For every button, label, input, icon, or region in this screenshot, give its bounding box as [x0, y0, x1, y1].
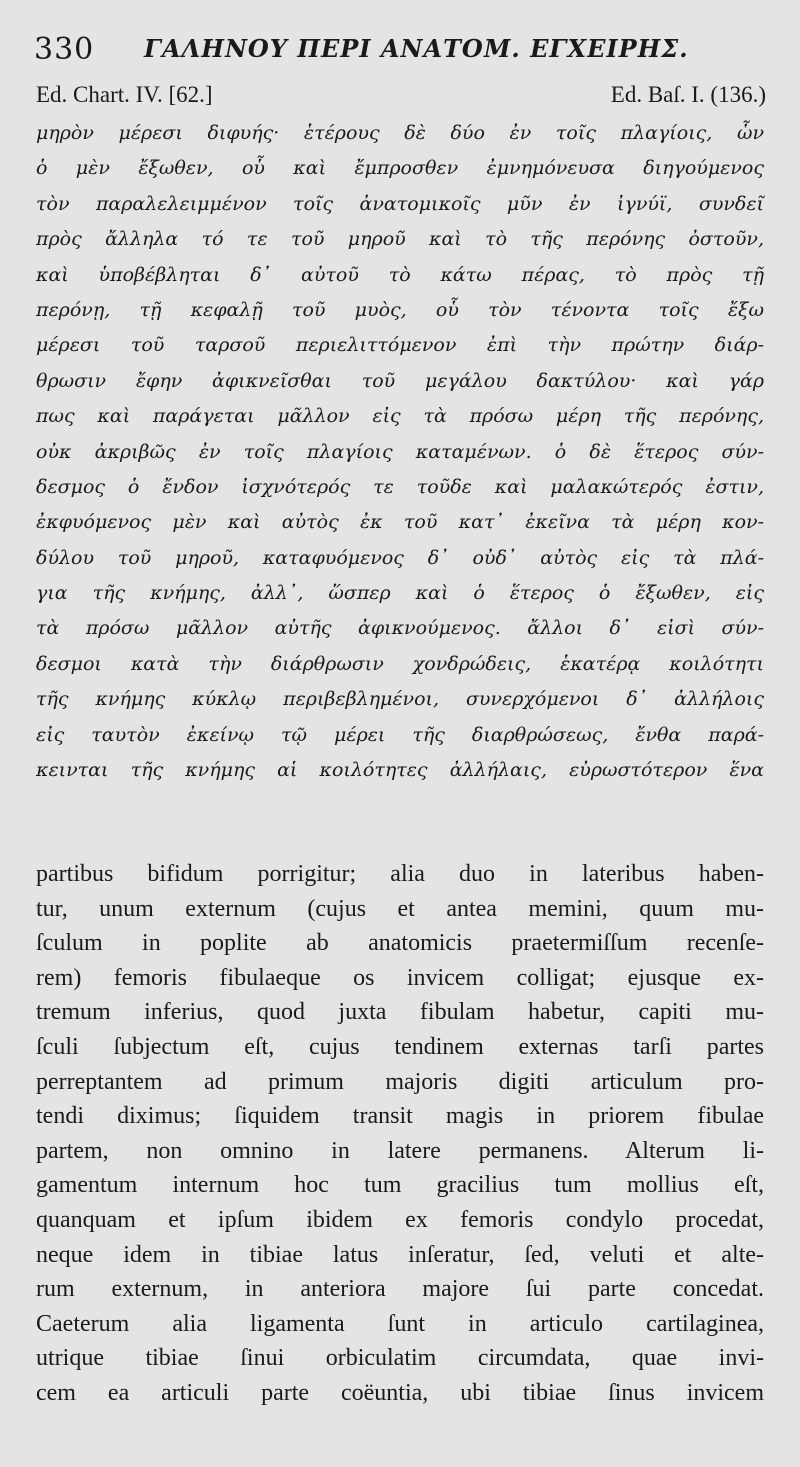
- greek-text-line: πως καὶ παράγεται μᾶλλον εἰς τὰ πρόσω μέρη τῆς περόνης,: [36, 405, 764, 428]
- greek-text-line: περόνῃ, τῇ κεφαλῇ τοῦ μυὸς, οὗ τὸν τένοντα τοῖς ἔξω: [36, 298, 764, 321]
- latin-text-line: tremum inferius, quod juxta fibulam habetur, capiti mu-: [36, 999, 764, 1026]
- greek-text-line: για τῆς κνήμης, ἀλλ᾽, ὥσπερ καὶ ὁ ἕτερος ὁ ἔξωθεν, εἰς: [36, 582, 764, 605]
- latin-text-line: perreptantem ad primum majoris digiti articulum pro-: [36, 1068, 764, 1095]
- greek-text-line: θρωσιν ἔφην ἀφικνεῖσθαι τοῦ μεγάλου δακτύλου· καὶ γάρ: [36, 369, 764, 392]
- latin-translation-block: [36, 857, 764, 1411]
- greek-text-line: ἐκφυόμενος μὲν καὶ αὐτὸς ἐκ τοῦ κατ᾽ ἐκεῖνα τὰ μέρη κον-: [36, 511, 764, 534]
- greek-text-line: τῆς κνήμης κύκλῳ περιβεβλημένοι, συνερχόμενοι δ᾽ ἀλλήλοις: [36, 688, 764, 711]
- running-head: [34, 30, 774, 70]
- greek-text-line: εἰς ταυτὸν ἐκείνῳ τῷ μέρει τῆς διαρθρώσεως, ἔνθα παρά-: [36, 723, 764, 746]
- greek-text-line: ὁ μὲν ἔξωθεν, οὗ καὶ ἔμπροσθεν ἐμνημόνευσα διηγούμενος: [36, 157, 764, 180]
- greek-text-line: τὸν παραλελειμμένον τοῖς ἀνατομικοῖς μῦν ἐν ἰγνύϊ, συνδεῖ: [36, 192, 764, 215]
- greek-text-block: [36, 116, 764, 788]
- greek-text-line: δύλου τοῦ μηροῦ, καταφυόμενος δ᾽ οὐδ᾽ αὐτὸς εἰς τὰ πλά-: [36, 546, 764, 569]
- edition-reference-line: [36, 82, 766, 112]
- greek-text-line: κεινται τῆς κνήμης αἱ κοιλότητες ἀλλήλαις, εὐρωστότερον ἕνα: [36, 759, 764, 782]
- latin-text-line: gamentum internum hoc tum gracilius tum mollius eſt,: [36, 1172, 764, 1199]
- latin-text-line: tendi diximus; ſiquidem transit magis in priorem fibulae: [36, 1103, 764, 1130]
- edition-basel-reference: Ed. Baſ. I. (136.): [610, 82, 766, 107]
- latin-text-line: Caeterum alia ligamenta ſunt in articulo cartilaginea,: [36, 1310, 764, 1337]
- latin-text-line: ſculi ſubjectum eſt, cujus tendinem externas tarſi partes: [36, 1033, 764, 1060]
- latin-text-line: rem) femoris fibulaeque os invicem colligat; ejusque ex-: [36, 964, 764, 991]
- latin-text-line: partibus bifidum porrigitur; alia duo in lateribus haben-: [36, 861, 764, 887]
- greek-text-line: τὰ πρόσω μᾶλλον αὐτῆς ἀφικνούμενος. ἄλλοι δ᾽ εἰσὶ σύν-: [36, 617, 764, 640]
- edition-chart-reference: Ed. Chart. IV. [62.]: [36, 82, 213, 107]
- latin-text-line: rum externum, in anteriora majore ſui parte concedat.: [36, 1276, 764, 1303]
- latin-text-line: cem ea articuli parte coëuntia, ubi tibiae ſinus invicem: [36, 1379, 764, 1406]
- greek-text-line: οὐκ ἀκριβῶς ἐν τοῖς πλαγίοις καταμένων. ὁ δὲ ἕτερος σύν-: [36, 440, 764, 463]
- running-title: ΓΑΛΗΝΟΥ ΠΕΡΙ ΑΝΑΤΟΜ. ΕΓΧΕΙΡΗΣ.: [144, 34, 689, 63]
- latin-text-line: tur, unum externum (cujus et antea memini, quum mu-: [36, 895, 764, 922]
- greek-text-line: δεσμος ὁ ἔνδον ἰσχνότερός τε τοῦδε καὶ μαλακώτερός ἐστιν,: [36, 475, 764, 498]
- latin-text-line: quanquam et ipſum ibidem ex femoris condylo procedat,: [36, 1206, 764, 1233]
- greek-text-line: μέρεσι τοῦ ταρσοῦ περιελιττόμενον ἐπὶ τὴν πρώτην διάρ-: [36, 334, 764, 357]
- latin-text-line: neque idem in tibiae latus inſeratur, ſed, veluti et alte-: [36, 1241, 764, 1268]
- page-number: 330: [34, 32, 95, 67]
- greek-text-line: πρὸς ἄλληλα τό τε τοῦ μηροῦ καὶ τὸ τῆς περόνης ὀστοῦν,: [36, 228, 764, 251]
- latin-text-line: partem, non omnino in latere permanens. Alterum li-: [36, 1137, 764, 1164]
- latin-text-line: ſculum in poplite ab anatomicis praetermiſſum recenſe-: [36, 930, 764, 957]
- greek-text-line: καὶ ὑποβέβληται δ᾽ αὐτοῦ τὸ κάτω πέρας, τὸ πρὸς τῇ: [36, 263, 764, 286]
- greek-text-line: δεσμοι κατὰ τὴν διάρθρωσιν χονδρώδεις, ἑκατέρᾳ κοιλότητι: [36, 652, 764, 675]
- latin-text-line: utrique tibiae ſinui orbiculatim circumdata, quae invi-: [36, 1345, 764, 1372]
- greek-text-line: μηρὸν μέρεσι διφυής· ἑτέρους δὲ δύο ἐν τοῖς πλαγίοις, ὧν: [36, 122, 764, 144]
